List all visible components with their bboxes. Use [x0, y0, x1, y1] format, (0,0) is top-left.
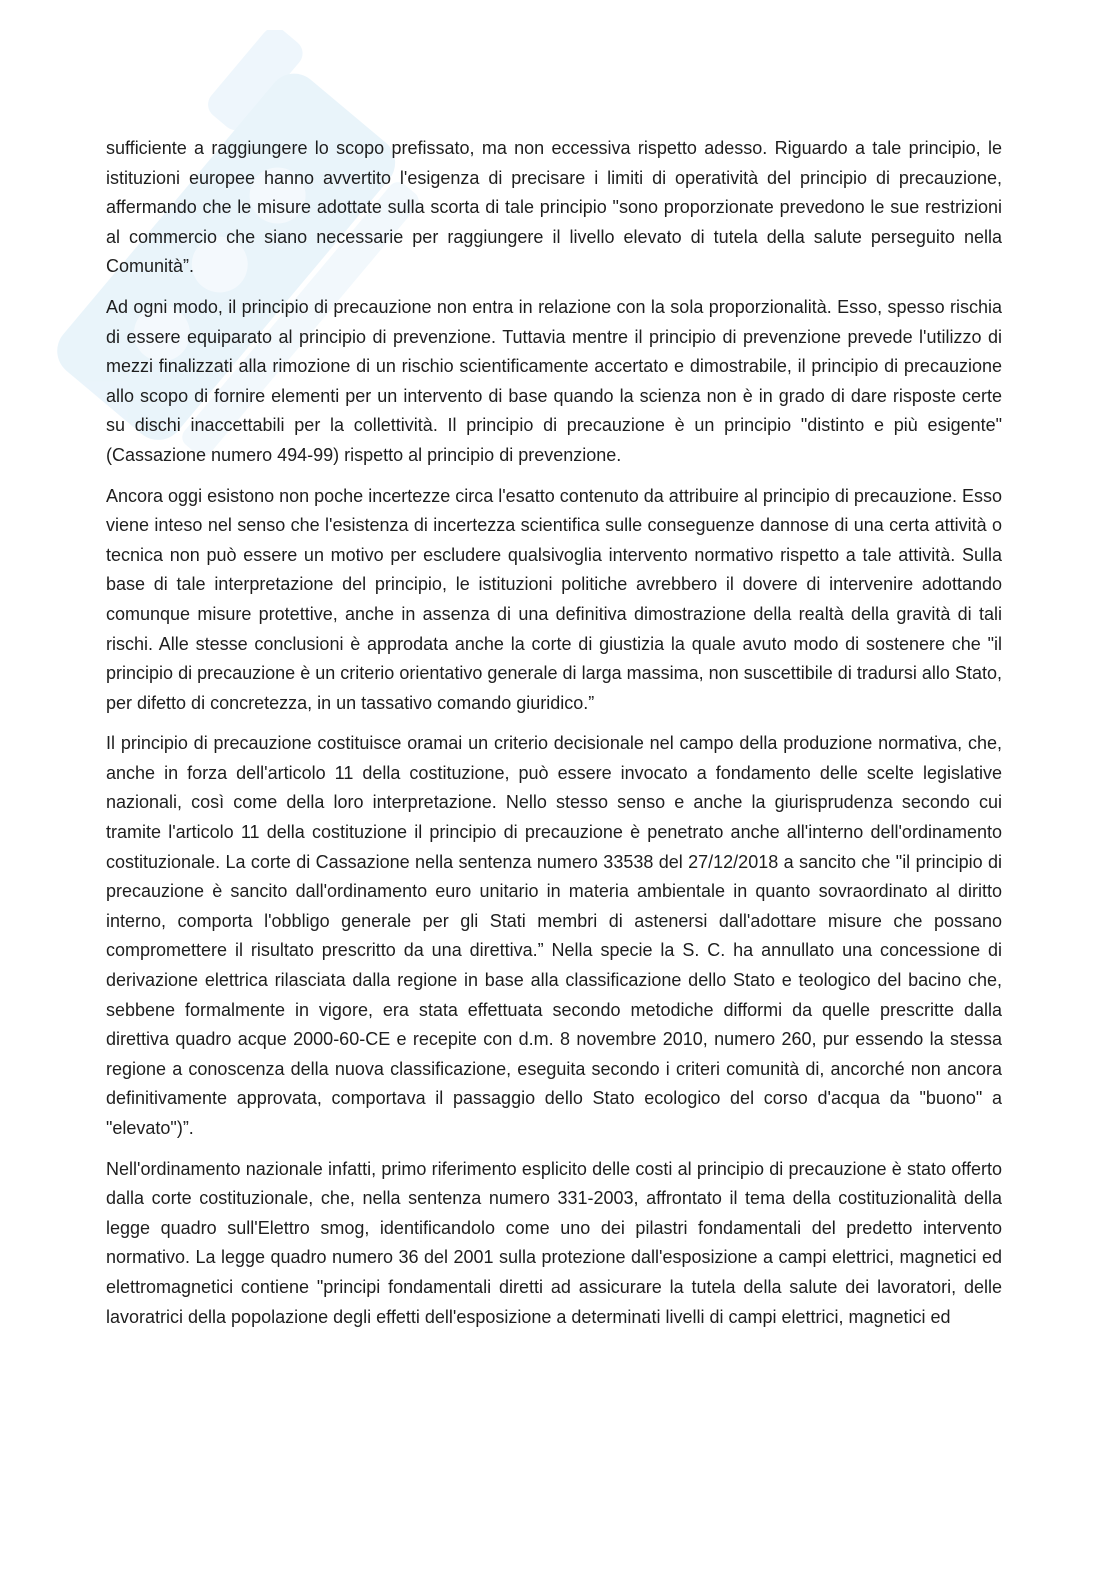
- paragraph: Nell'ordinamento nazionale infatti, primo riferimento esplicito delle costi al principio di precauzione è stato offerto dalla corte costituzionale, che, nella sentenza numero 331-2003, affrontato il tema della costituzionalità della legge quadro sull'Elettro smog, identificandolo come uno dei pilastri fondamentali del predetto intervento normativo. La legge quadro numero 36 del 2001 sulla protezione dall'esposizione a campi elettrici, magnetici ed elettromagnetici contiene "principi fondamentali diretti ad assicurare la tutela della salute dei lavoratori, delle lavoratrici della popolazione degli effetti dell'esposizione a determinati livelli di campi elettrici, magnetici ed: [106, 1158, 1002, 1327]
- paragraph: Il principio di precauzione costituisce oramai un criterio decisionale nel campo della produzione normativa, che, anche in forza dell'articolo 11 della costituzione, può essere invocato a fondamento delle scelte legislative nazionali, così come della loro interpretazione. Nello stesso senso e anche la giurisprudenza secondo cui tramite l'articolo 11 della costituzione il principio di precauzione è penetrato anche all'interno dell'ordinamento costituzionale. La corte di Cassazione nella sentenza numero 33538 del 27/12/2018 a sancito che "il principio di precauzione è sancito dall'ordinamento euro unitario in materia ambientale in quanto sovraordinato al diritto interno, comporta l'obbligo generale per gli Stati membri di astenersi dall'adottare misure che possano compromettere il risultato prescritto da una direttiva.” Nella specie la S. C. ha annullato una concessione di derivazione elettrica rilasciata dalla regione in base alla classificazione dello Stato e teologico del bacino che, sebbene formalmente in vigore, era stata effettuata secondo metodiche difformi da quelle prescritte dalla direttiva quadro acque 2000-60-CE e recepite con d.m. 8 novembre 2010, numero 260, pur essendo la stessa regione a conoscenza della nuova classificazione, eseguita secondo i criteri comunità di, ancorché non ancora definitivamente approvata, comportava il passaggio dello Stato ecologico del corso d'acqua da "buono" a "elevato")”.: [106, 733, 1002, 1138]
- document-body: [106, 134, 1002, 1343]
- paragraph: Ad ogni modo, il principio di precauzione non entra in relazione con la sola proporzionalità. Esso, spesso rischia di essere equiparato al principio di prevenzione. Tuttavia mentre il principio di prevenzione prevede l'utilizzo di mezzi finalizzati alla rimozione di un rischio scientificamente accertato e dimostrabile, il principio di precauzione allo scopo di fornire elementi per un intervento di base quando la scienza non è in grado di dare risposte certe su dischi inaccettabili per la collettività. Il principio di precauzione è un principio "distinto e più esigente" (Cassazione numero 494-99) rispetto al principio di prevenzione.: [106, 296, 1002, 465]
- paragraph: Ancora oggi esistono non poche incertezze circa l'esatto contenuto da attribuire al principio di precauzione. Esso viene inteso nel senso che l'esistenza di incertezza scientifica sulle conseguenze dannose di una certa attività o tecnica non può essere un motivo per escludere qualsivoglia intervento normativo rispetto a tale attività. Sulla base di tale interpretazione del principio, le istituzioni politiche avrebbero il dovere di intervenire adottando comunque misure protettive, anche in assenza di una definitiva dimostrazione della realtà della gravità di tali rischi. Alle stesse conclusioni è approdata anche la corte di giustizia la quale avuto modo di sostenere che "il principio di precauzione è un criterio orientativo generale di larga massima, non suscettibile di tradursi allo Stato, per difetto di concretezza, in un tassativo comando giuridico.”: [106, 485, 1002, 713]
- paragraph: sufficiente a raggiungere lo scopo prefissato, ma non eccessiva rispetto adesso. Riguardo a tale principio, le istituzioni europee hanno avvertito l'esigenza di precisare i limiti di operatività del principio di precauzione, affermando che le misure adottate sulla scorta di tale principio "sono proporzionate prevedono le sue restrizioni al commercio che siano necessarie per raggiungere il livello elevato di tutela della salute perseguito nella Comunità”.: [106, 138, 1002, 277]
